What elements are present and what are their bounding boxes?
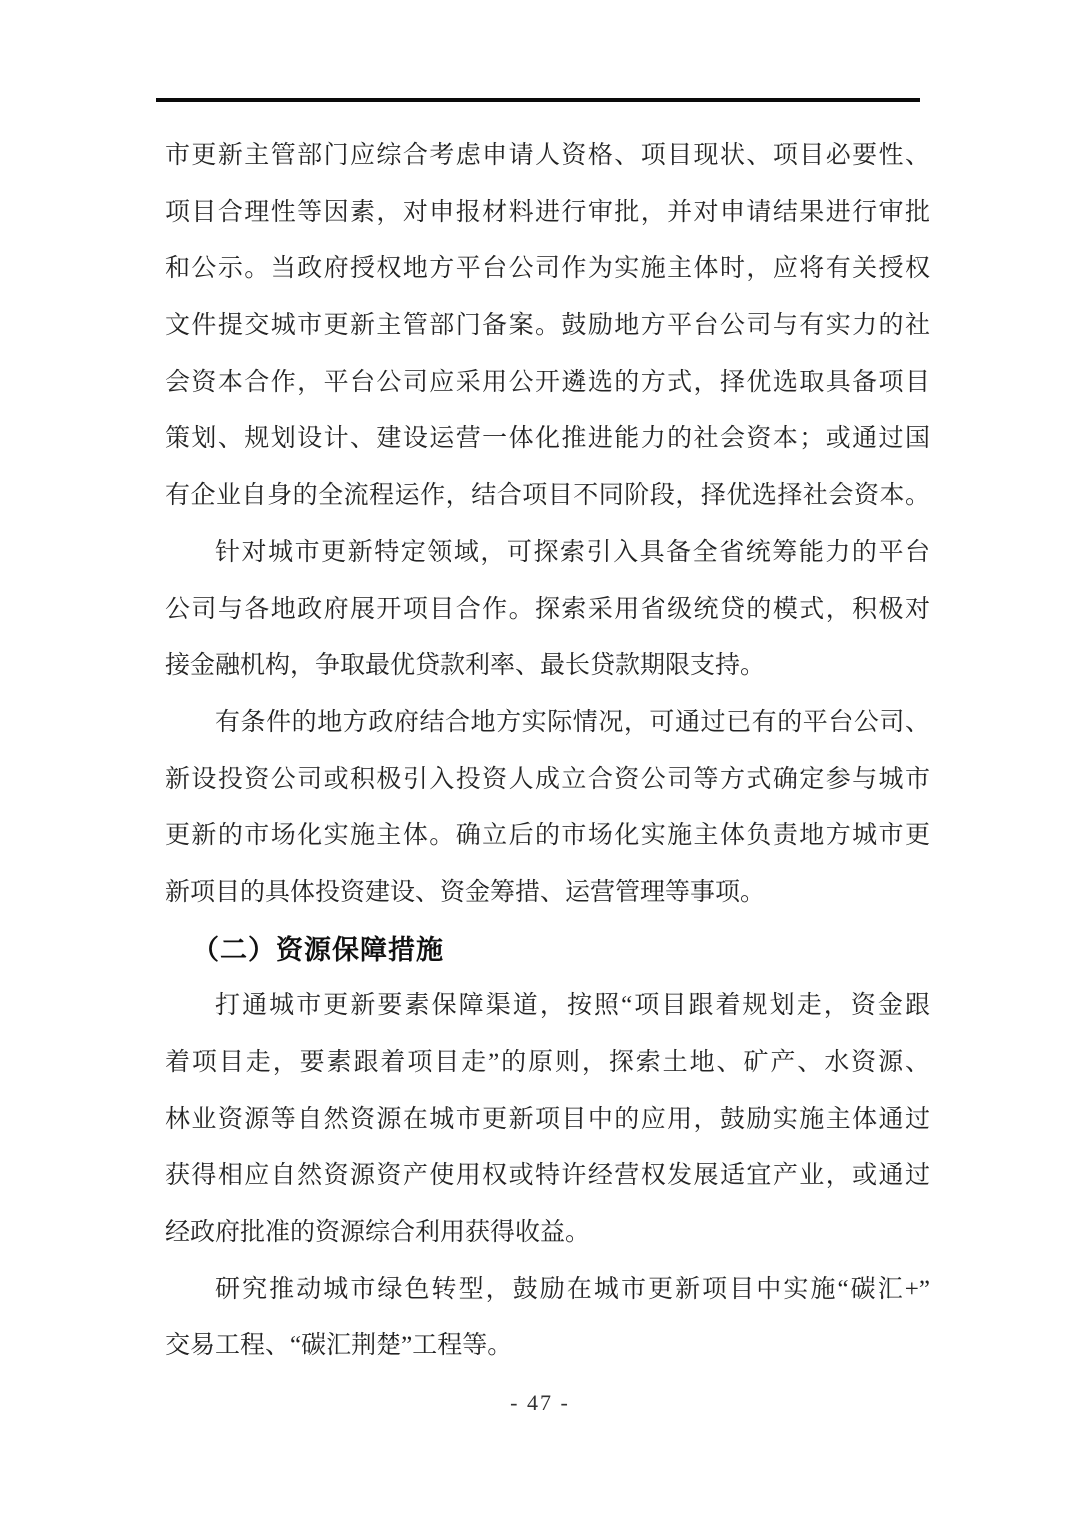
body-line: 公司与各地政府展开项目合作。探索采用省级统贷的模式，积极对 bbox=[165, 595, 930, 623]
body-line: 获得相应自然资源资产使用权或特许经营权发展适宜产业，或通过 bbox=[165, 1162, 930, 1190]
body-line: 策划、规划设计、建设运营一体化推进能力的社会资本；或通过国 bbox=[165, 425, 930, 453]
body-line: 林业资源等自然资源在城市更新项目中的应用，鼓励实施主体通过 bbox=[165, 1105, 930, 1133]
body-line: 和公示。当政府授权地方平台公司作为实施主体时，应将有关授权 bbox=[165, 255, 930, 283]
body-line: 新项目的具体投资建设、资金筹措、运营管理等事项。 bbox=[165, 878, 766, 906]
body-line: 接金融机构，争取最优贷款利率、最长贷款期限支持。 bbox=[165, 652, 766, 680]
body-line: 市更新主管部门应综合考虑申请人资格、项目现状、项目必要性、 bbox=[165, 142, 930, 169]
body-line: 着项目走，要素跟着项目走”的原则，探索土地、矿产、水资源、 bbox=[165, 1049, 930, 1076]
body-line: 会资本合作，平台公司应采用公开遴选的方式，择优选取具备项目 bbox=[165, 368, 930, 396]
header-rule bbox=[156, 98, 920, 102]
body-line: 新设投资公司或积极引入投资人成立合资公司等方式确定参与城市 bbox=[165, 765, 930, 793]
body-line: 有企业自身的全流程运作，结合项目不同阶段，择优选择社会资本。 bbox=[165, 482, 930, 510]
body-line: 有条件的地方政府结合地方实际情况，可通过已有的平台公司、 bbox=[215, 708, 930, 736]
body-line: 经政府批准的资源综合利用获得收益。 bbox=[165, 1219, 591, 1247]
body-line: 针对城市更新特定领域，可探索引入具备全省统筹能力的平台 bbox=[215, 538, 930, 566]
body-line: 打通城市更新要素保障渠道，按照“项目跟着规划走，资金跟 bbox=[215, 992, 930, 1020]
page-content bbox=[165, 128, 930, 1375]
body-line: 更新的市场化实施主体。确立后的市场化实施主体负责地方城市更 bbox=[165, 822, 930, 850]
body-line: 文件提交城市更新主管部门备案。鼓励地方平台公司与有实力的社 bbox=[165, 312, 930, 340]
body-line: 交易工程、“碳汇荆楚”工程等。 bbox=[165, 1332, 513, 1360]
body-line: 项目合理性等因素，对申报材料进行审批，并对申请结果进行审批 bbox=[165, 198, 930, 226]
page-number: - 47 - bbox=[510, 1390, 570, 1415]
section-heading: （二）资源保障措施 bbox=[192, 934, 444, 965]
body-line: 研究推动城市绿色转型，鼓励在城市更新项目中实施“碳汇+” bbox=[215, 1275, 930, 1303]
